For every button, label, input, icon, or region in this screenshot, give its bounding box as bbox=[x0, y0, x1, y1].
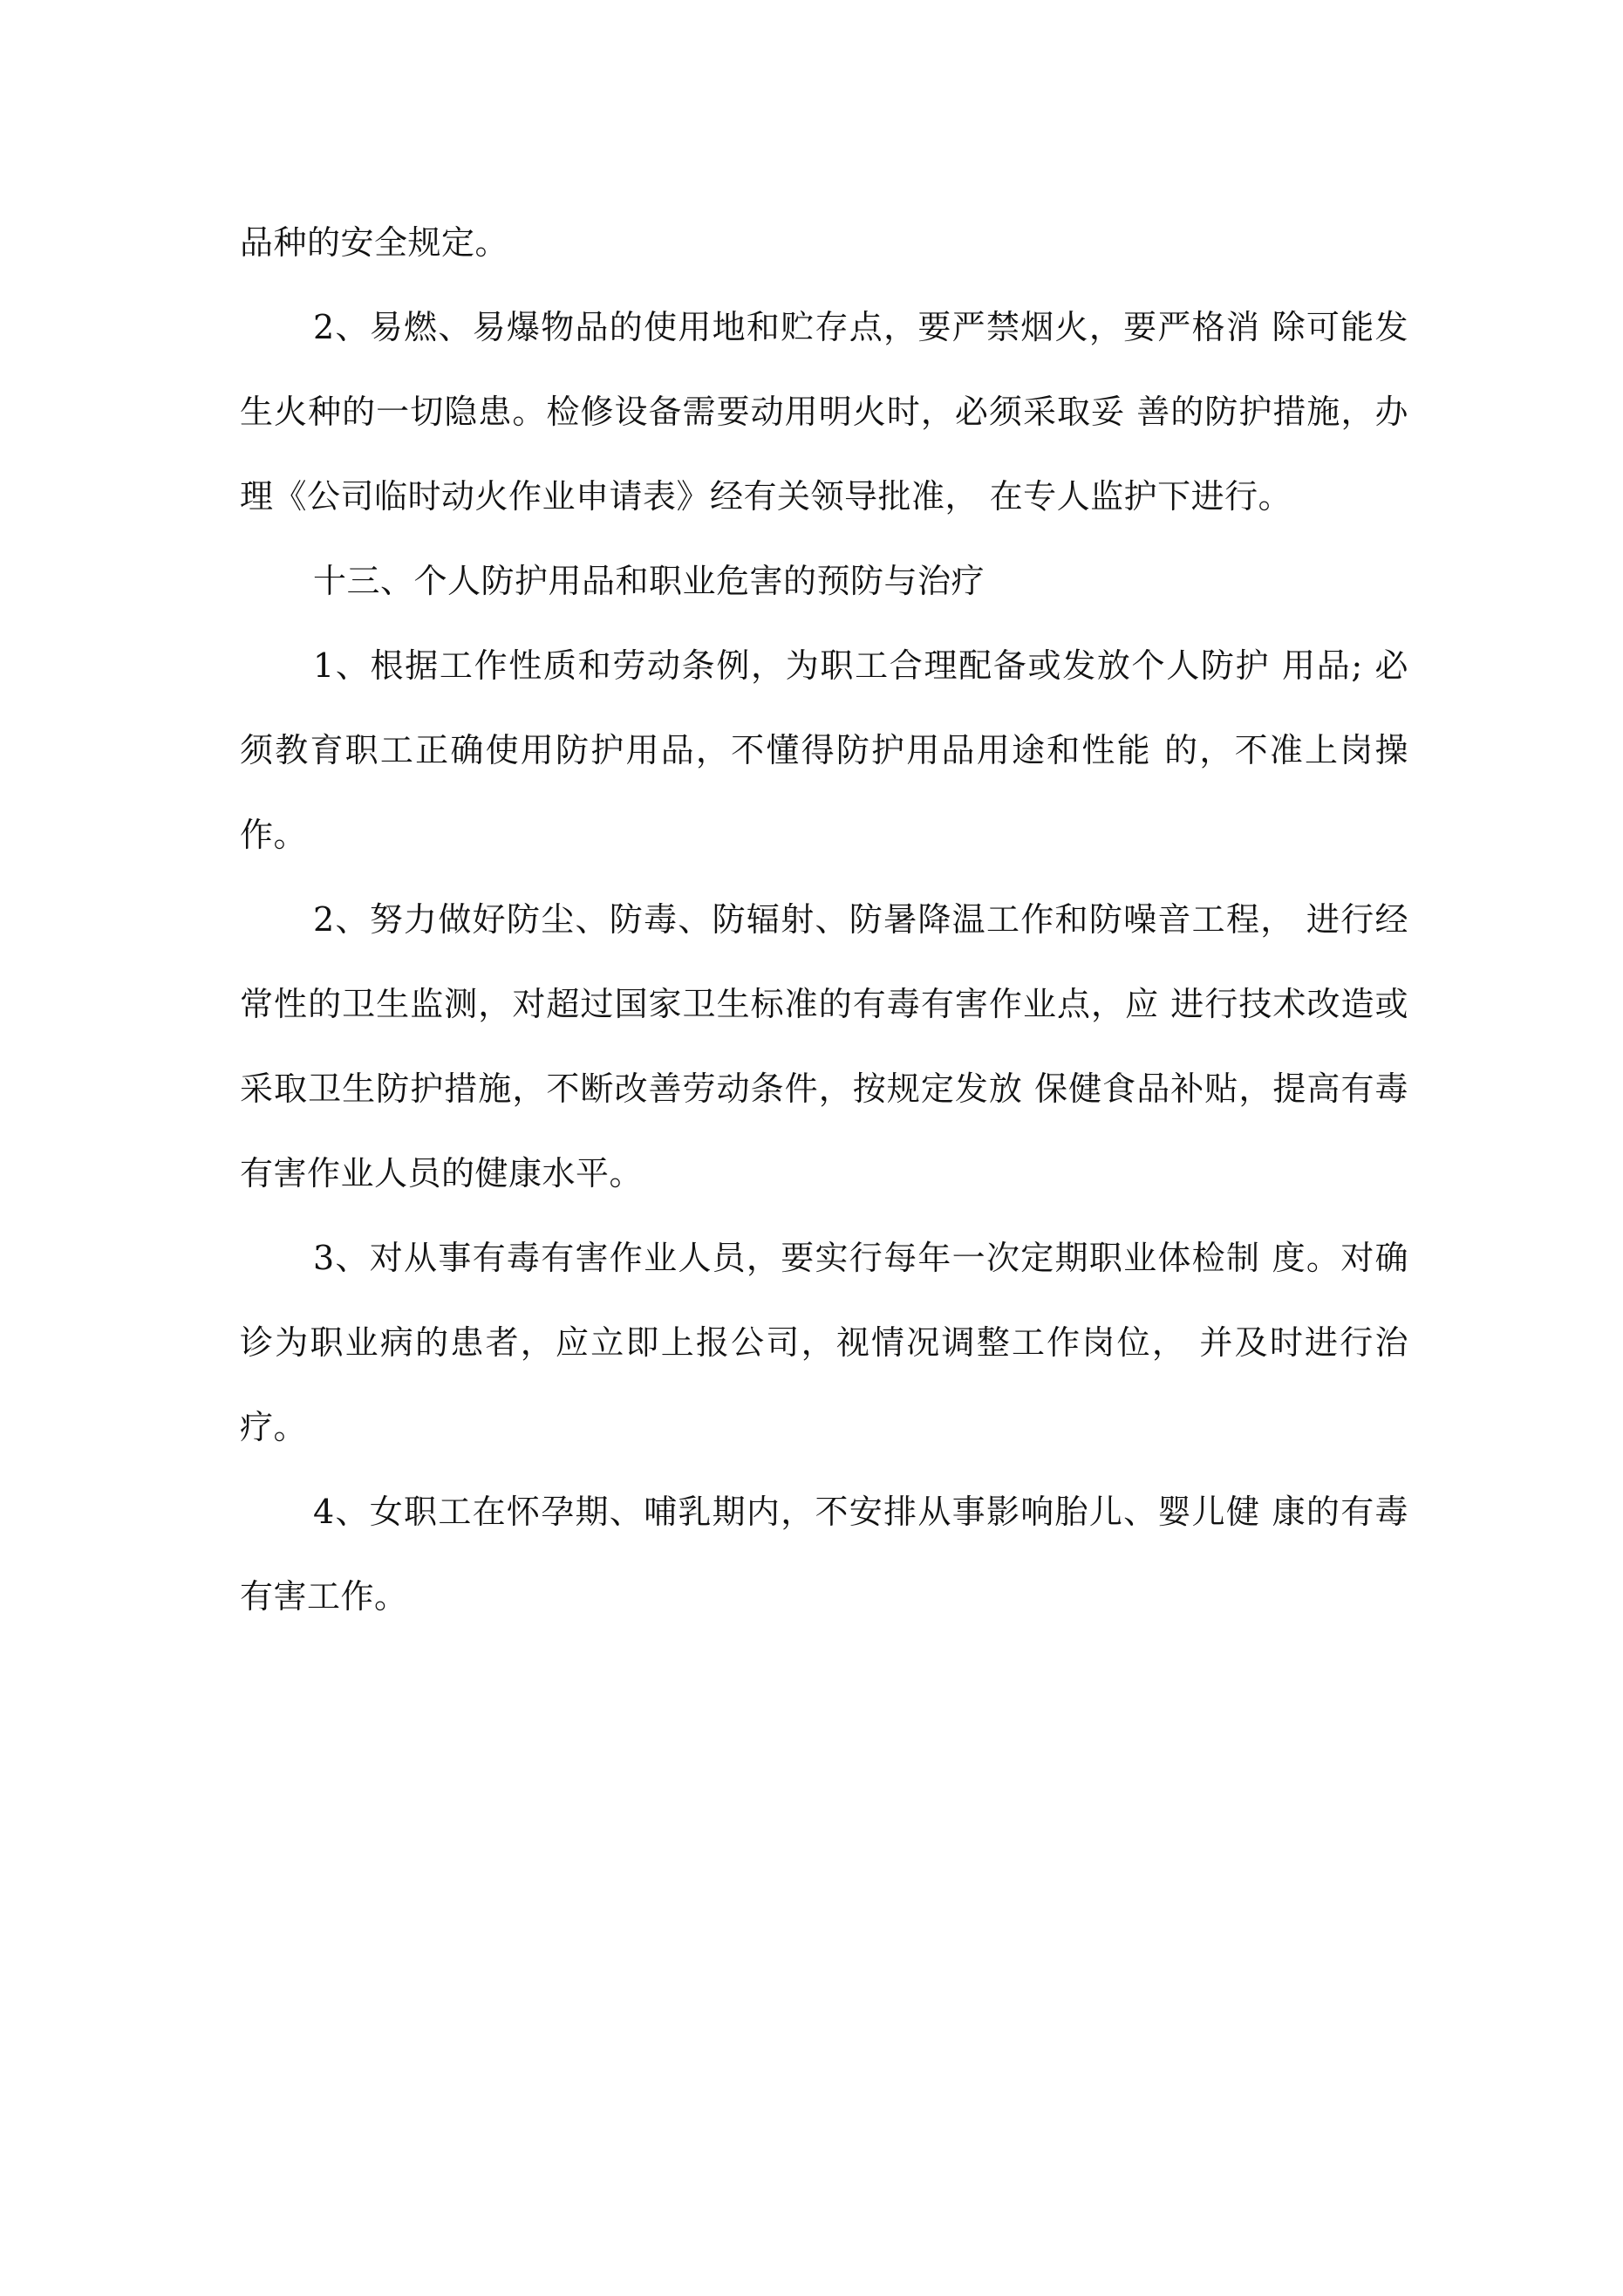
paragraph-female-workers: 4、女职工在怀孕期、哺乳期内，不安排从事影响胎儿、婴儿健 康的有毒有害工作。 bbox=[240, 1493, 1408, 1616]
paragraph-protective-equipment: 1、根据工作性质和劳动条例，为职工合理配备或发放个人防护 用品; 必须教育职工正确使用防护用品，不懂得防护用品用途和性能 的，不准上岗操作。 bbox=[240, 646, 1408, 854]
paragraph-hazard-prevention: 2、努力做好防尘、防毒、防辐射、防暑降温工作和防噪音工程， 进行经常性的卫生监测，对超过国家卫生标准的有毒有害作业点，应 进行技术改造或采取卫生防护措施，不断改善劳动条件，按规定发放 保健食品补贴，提高有毒有害作业人员的健康水平。 bbox=[240, 900, 1408, 1192]
paragraph-flammable-storage: 2、易燃、易爆物品的使用地和贮存点，要严禁烟火，要严格消 除可能发生火种的一切隐患。检修设备需要动用明火时，必须采取妥 善的防护措施，办理《公司临时动火作业申请表》经有关领导批准， 在专人监护下进行。 bbox=[240, 308, 1408, 516]
section-heading-13: 十三、个人防护用品和职业危害的预防与治疗 bbox=[313, 562, 985, 600]
document-body bbox=[240, 201, 1408, 1639]
paragraph-continuation: 品种的安全规定。 bbox=[240, 223, 509, 262]
paragraph-health-checkup: 3、对从事有毒有害作业人员，要实行每年一次定期职业体检制 度。对确诊为职业病的患者，应立即上报公司，视情况调整工作岗位， 并及时进行治疗。 bbox=[240, 1239, 1408, 1446]
